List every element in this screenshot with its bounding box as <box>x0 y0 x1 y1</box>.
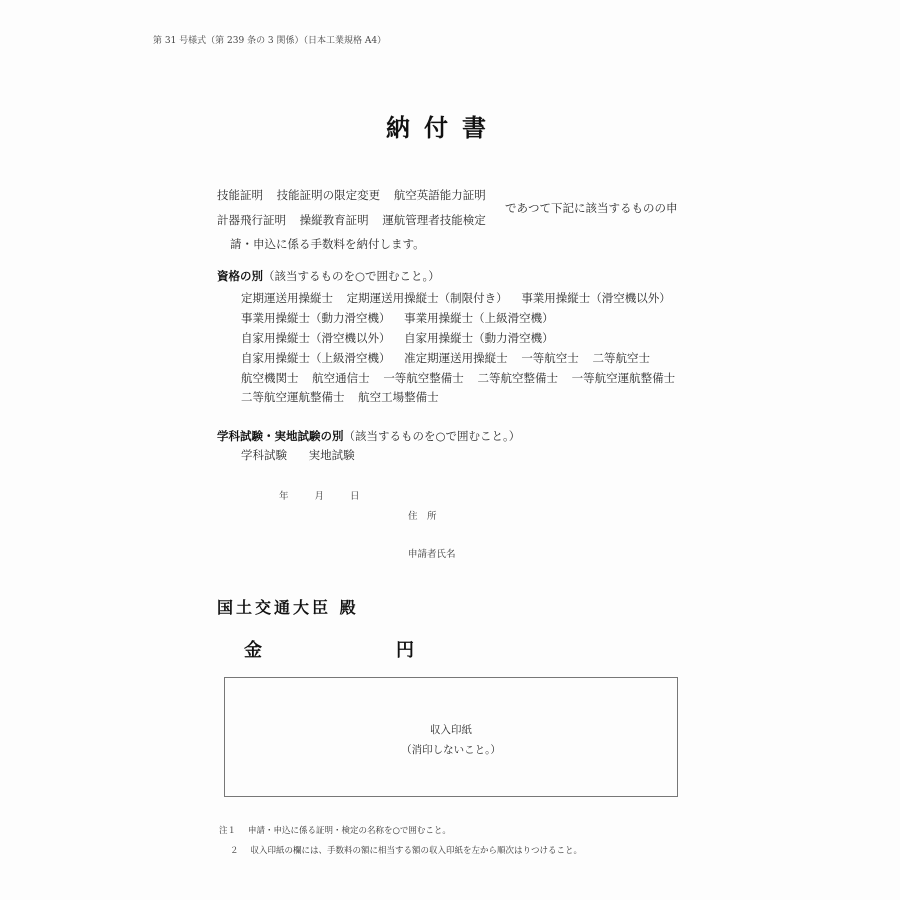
qualification-row <box>241 310 564 326</box>
page-title: 納付書 <box>386 113 500 142</box>
note-1 <box>219 824 451 836</box>
qualification-option: 自家用操縦士（滑空機以外） <box>241 331 391 345</box>
exam-option: 実地試験 <box>308 448 355 462</box>
qualification-row <box>241 290 681 306</box>
qualification-option: 事業用操縦士（動力滑空機） <box>241 311 391 325</box>
date-month-label: 月 <box>314 491 325 502</box>
exam-options <box>241 447 365 463</box>
stamp-label: 収入印紙 <box>430 724 472 736</box>
qualification-option: 二等航空整備士 <box>477 371 558 385</box>
qualification-option: 一等航空士 <box>521 351 579 365</box>
note-text: 申請・申込に係る証明・検定の名称を○で囲むこと。 <box>248 826 451 836</box>
qualification-option: 航空工場整備士 <box>358 390 439 404</box>
addressee: 国土交通大臣 殿 <box>217 598 359 617</box>
note-text: 収入印紙の欄には、手数料の額に相当する額の収入印紙を左から順次はりつけること。 <box>250 846 583 856</box>
qualification-row <box>241 330 564 346</box>
qualification-option: 事業用操縦士（滑空機以外） <box>521 291 671 305</box>
qualification-row <box>241 389 449 405</box>
intro-item: 操縦教育証明 <box>299 213 369 227</box>
form-header: 第 31 号様式（第 239 条の 3 関係）（日本工業規格 A4） <box>153 36 387 46</box>
amount-unit: 円 <box>396 640 420 661</box>
intro-suffix: であつて下記に該当するものの申 <box>505 201 678 215</box>
qualification-option: 一等航空運航整備士 <box>571 371 676 385</box>
qualification-instruction: （該当するものを○で囲むこと。） <box>263 269 440 283</box>
stamp-note: （消印しないこと。） <box>401 744 501 756</box>
qualification-option: 定期運送用操縦士（制限付き） <box>346 291 508 305</box>
qualification-title: 資格の別 <box>217 269 263 283</box>
note-number: ２ <box>230 846 239 856</box>
qualification-option: 二等航空運航整備士 <box>241 390 345 404</box>
applicant-name-label: 申請者氏名 <box>408 549 456 560</box>
intro-item: 運航管理者技能検定 <box>382 213 486 227</box>
intro-item: 技能証明 <box>217 188 263 202</box>
qualification-option: 航空機関士 <box>241 371 299 385</box>
note-2 <box>230 844 582 856</box>
qualification-option: 一等航空整備士 <box>383 371 464 385</box>
exam-title: 学科試験・実地試験の別 <box>217 429 344 443</box>
date-day-label: 日 <box>350 491 360 502</box>
intro-line-1 <box>217 187 496 203</box>
exam-instruction: （該当するものを○で囲むこと。） <box>343 429 521 443</box>
qualification-option: 航空通信士 <box>312 371 370 385</box>
exam-option: 学科試験 <box>241 448 287 462</box>
qualification-row <box>241 350 660 366</box>
amount-prefix: 金 <box>244 640 268 661</box>
intro-item: 計器飛行証明 <box>217 213 286 227</box>
qualification-option: 自家用操縦士（上級滑空機） <box>241 351 391 365</box>
qualification-heading <box>217 268 440 284</box>
intro-item: 航空英語能力証明 <box>393 188 486 202</box>
qualification-option: 自家用操縦士（動力滑空機） <box>404 331 554 345</box>
intro-line-3: 請・申込に係る手数料を納付します。 <box>230 237 425 251</box>
intro-item: 技能証明の限定変更 <box>276 188 381 202</box>
qualification-option: 二等航空士 <box>592 351 650 365</box>
intro-line-2 <box>217 212 496 228</box>
qualification-option: 准定期運送用操縦士 <box>404 351 508 365</box>
qualification-row <box>241 370 685 386</box>
qualification-option: 定期運送用操縦士 <box>241 291 333 305</box>
date-year-label: 年 <box>279 491 289 502</box>
date-line <box>279 488 360 502</box>
address-label: 住 所 <box>408 511 437 522</box>
exam-heading <box>217 428 520 444</box>
qualification-option: 事業用操縦士（上級滑空機） <box>404 311 554 325</box>
note-number: 注１ <box>219 826 237 836</box>
revenue-stamp-box <box>224 677 678 797</box>
